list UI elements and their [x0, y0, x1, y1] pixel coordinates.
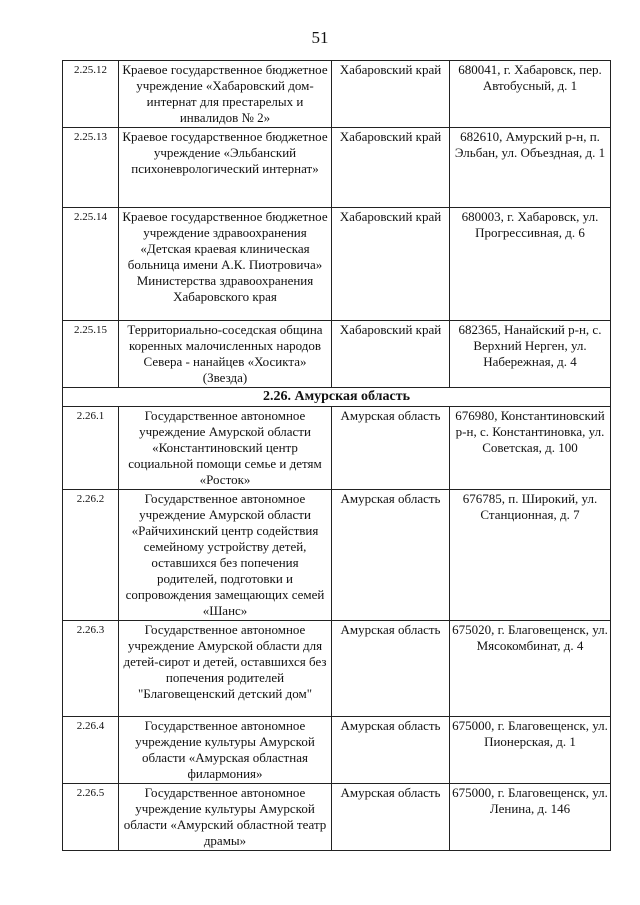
table-row [63, 61, 611, 128]
section-title: 2.26. Амурская область [63, 388, 611, 407]
region-cell: Амурская область [332, 784, 450, 851]
row-number: 2.26.1 [63, 407, 119, 490]
table-row [63, 208, 611, 321]
institution-name: Государственное автономное учреждение Амурской области «Райчихинский центр содействия семейному устройству детей, оставшихся без попечения родителей, подготовки и сопровождения замещающих семей «Шанс» [119, 490, 332, 621]
section-row [63, 388, 611, 407]
institutions-table [62, 60, 611, 851]
institution-name: Государственное автономное учреждение Амурской области «Константиновский центр социальной помощи семье и детям «Росток» [119, 407, 332, 490]
address-cell: 676785, п. Широкий, ул. Станционная, д. 7 [450, 490, 611, 621]
table-row [63, 490, 611, 621]
institution-name: Краевое государственное бюджетное учреждение «Хабаровский дом-интернат для престарелых и инвалидов № 2» [119, 61, 332, 128]
row-number: 2.26.3 [63, 621, 119, 717]
table-row [63, 784, 611, 851]
row-number: 2.26.2 [63, 490, 119, 621]
page-number: 51 [311, 28, 329, 47]
row-number: 2.25.12 [63, 61, 119, 128]
row-number: 2.25.14 [63, 208, 119, 321]
region-cell: Амурская область [332, 717, 450, 784]
table-row [63, 717, 611, 784]
region-cell: Хабаровский край [332, 321, 450, 388]
institution-name: Территориально-соседская община коренных малочисленных народов Севера - нанайцев «Хосикта» (Звезда) [119, 321, 332, 388]
region-cell: Хабаровский край [332, 208, 450, 321]
address-cell: 680003, г. Хабаровск, ул. Прогрессивная, д. 6 [450, 208, 611, 321]
row-number: 2.26.5 [63, 784, 119, 851]
region-cell: Амурская область [332, 621, 450, 717]
address-cell: 675000, г. Благовещенск, ул. Ленина, д. 146 [450, 784, 611, 851]
address-cell: 682365, Нанайский р-н, с. Верхний Нерген, ул. Набережная, д. 4 [450, 321, 611, 388]
institution-name: Краевое государственное бюджетное учреждение здравоохранения «Детская краевая клиническая больница имени А.К. Пиотровича» Министерства здравоохранения Хабаровского края [119, 208, 332, 321]
institution-name: Краевое государственное бюджетное учреждение «Эльбанский психоневрологический интернат» [119, 128, 332, 208]
table-row [63, 407, 611, 490]
address-cell: 682610, Амурский р-н, п. Эльбан, ул. Объездная, д. 1 [450, 128, 611, 208]
table-row [63, 321, 611, 388]
region-cell: Хабаровский край [332, 61, 450, 128]
row-number: 2.26.4 [63, 717, 119, 784]
institution-name: Государственное автономное учреждение Амурской области для детей-сирот и детей, оставшихся без попечения родителей "Благовещенский детский дом" [119, 621, 332, 717]
address-cell: 680041, г. Хабаровск, пер. Автобусный, д. 1 [450, 61, 611, 128]
region-cell: Амурская область [332, 407, 450, 490]
address-cell: 676980, Константиновский р-н, с. Константиновка, ул. Советская, д. 100 [450, 407, 611, 490]
row-number: 2.25.13 [63, 128, 119, 208]
row-number: 2.25.15 [63, 321, 119, 388]
institution-name: Государственное автономное учреждение культуры Амурской области «Амурский областной театр драмы» [119, 784, 332, 851]
address-cell: 675000, г. Благовещенск, ул. Пионерская, д. 1 [450, 717, 611, 784]
table-row [63, 621, 611, 717]
address-cell: 675020, г. Благовещенск, ул. Мясокомбинат, д. 4 [450, 621, 611, 717]
region-cell: Амурская область [332, 490, 450, 621]
institution-name: Государственное автономное учреждение культуры Амурской области «Амурская областная филармония» [119, 717, 332, 784]
table-row [63, 128, 611, 208]
region-cell: Хабаровский край [332, 128, 450, 208]
